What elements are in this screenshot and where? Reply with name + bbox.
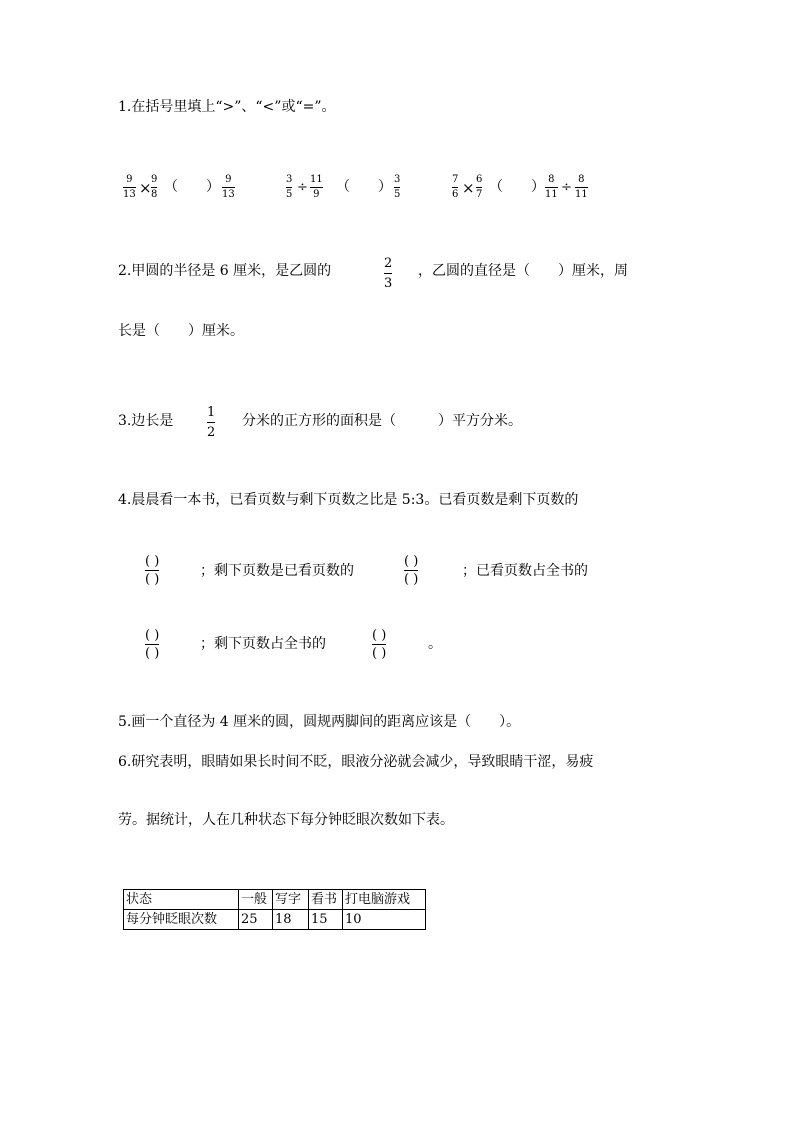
q1-item3-fraction-b [476, 175, 482, 200]
table-cell: 10 [343, 910, 426, 930]
q4-answer-fraction-3[interactable] [145, 629, 159, 660]
q1-item3-fraction-d [575, 175, 588, 200]
numerator: 9 [225, 174, 232, 185]
question-4-text2: ；已看页数占全书的 [462, 563, 588, 579]
numerator-blank[interactable]: ( ) [404, 554, 419, 569]
denominator: 5 [394, 189, 401, 200]
q1-item1-fraction-c [222, 175, 235, 200]
table-cell: 15 [309, 910, 343, 930]
numerator: 9 [151, 174, 158, 185]
question-6-line2: 劳。据统计，人在几种状态下每分钟眨眼次数如下表。 [118, 812, 454, 828]
q1-item3-fraction-a [452, 175, 458, 200]
numerator: 8 [548, 174, 555, 185]
denominator: 7 [476, 189, 483, 200]
numerator: 3 [286, 174, 293, 185]
q3-fraction [207, 406, 215, 439]
question-2-line2: 长是（ ）厘米。 [118, 323, 244, 339]
q1-item3-fraction-c [545, 175, 558, 200]
question-2-text-part2: ，乙圆的直径是（ ）厘米，周 [418, 263, 628, 279]
numerator-blank[interactable]: ( ) [145, 554, 160, 569]
denominator: 13 [123, 189, 136, 200]
table-header-cell: 一般 [239, 890, 273, 910]
numerator: 11 [310, 174, 323, 185]
question-4-end: 。 [428, 636, 442, 652]
q4-answer-fraction-2[interactable] [404, 555, 418, 586]
question-5-text: 5.画一个直径为 4 厘米的圆，圆规两脚间的距离应该是（ ）。 [118, 714, 521, 730]
table-header-cell: 状态 [124, 890, 239, 910]
question-1-stem: 1.在括号里填上“>”、“<”或“=”。 [118, 99, 336, 115]
denominator-blank[interactable]: ( ) [372, 646, 387, 661]
numerator: 8 [578, 174, 585, 185]
numerator: 6 [476, 174, 483, 185]
question-4-stem: 4.晨晨看一本书，已看页数与剩下页数之比是 5:3。已看页数是剩下页数的 [118, 492, 579, 508]
denominator: 3 [384, 276, 393, 291]
question-3-text-part1: 3.边长是 [118, 413, 174, 429]
denominator: 13 [222, 189, 235, 200]
denominator: 5 [286, 189, 293, 200]
denominator-blank[interactable]: ( ) [145, 646, 160, 661]
q1-item1-fraction-b [151, 175, 157, 200]
q1-item3-answer-blank[interactable]: （ ） [489, 179, 545, 195]
table-cell: 25 [239, 910, 273, 930]
numerator: 2 [384, 256, 393, 271]
q4-answer-fraction-4[interactable] [372, 629, 386, 660]
numerator-blank[interactable]: ( ) [372, 628, 387, 643]
q1-item2-fraction-b [310, 175, 323, 200]
table-header-cell: 看书 [309, 890, 343, 910]
q1-item1-answer-blank[interactable]: （ ） [164, 179, 220, 195]
table-header-cell: 打电脑游戏 [343, 890, 426, 910]
denominator: 2 [207, 425, 216, 440]
denominator: 8 [151, 189, 158, 200]
denominator: 11 [575, 189, 588, 200]
q1-item1-fraction-a [123, 175, 136, 200]
table-header-cell: 写字 [273, 890, 309, 910]
question-4-text3: ；剩下页数占全书的 [200, 636, 326, 652]
denominator: 6 [452, 189, 459, 200]
numerator: 1 [207, 405, 216, 420]
multiply-sign: × [462, 179, 475, 197]
question-4-text1: ；剩下页数是已看页数的 [200, 563, 354, 579]
numerator: 3 [394, 174, 401, 185]
denominator: 11 [545, 189, 558, 200]
blink-rate-table [123, 889, 426, 930]
question-6-line1: 6.研究表明，眼睛如果长时间不眨，眼液分泌就会减少，导致眼睛干涩，易疲 [118, 754, 594, 770]
q4-answer-fraction-1[interactable] [145, 555, 159, 586]
numerator: 7 [452, 174, 459, 185]
q2-fraction [384, 257, 392, 290]
question-2-text-part1: 2.甲圆的半径是 6 厘米，是乙圆的 [118, 263, 332, 279]
q1-item2-fraction-c [394, 175, 400, 200]
table-cell: 18 [273, 910, 309, 930]
denominator: 9 [313, 189, 320, 200]
multiply-sign: × [139, 179, 152, 197]
numerator: 9 [126, 174, 133, 185]
q1-item2-answer-blank[interactable]: （ ） [336, 179, 392, 195]
denominator-blank[interactable]: ( ) [404, 572, 419, 587]
question-3-text-part2: 分米的正方形的面积是（ ）平方分米。 [242, 413, 522, 429]
numerator-blank[interactable]: ( ) [145, 628, 160, 643]
table-row [124, 910, 426, 930]
q1-item2-fraction-a [286, 175, 292, 200]
divide-sign: ÷ [561, 180, 572, 195]
table-header-row [124, 890, 426, 910]
table-cell: 每分钟眨眼次数 [124, 910, 239, 930]
denominator-blank[interactable]: ( ) [145, 572, 160, 587]
divide-sign: ÷ [297, 180, 308, 195]
